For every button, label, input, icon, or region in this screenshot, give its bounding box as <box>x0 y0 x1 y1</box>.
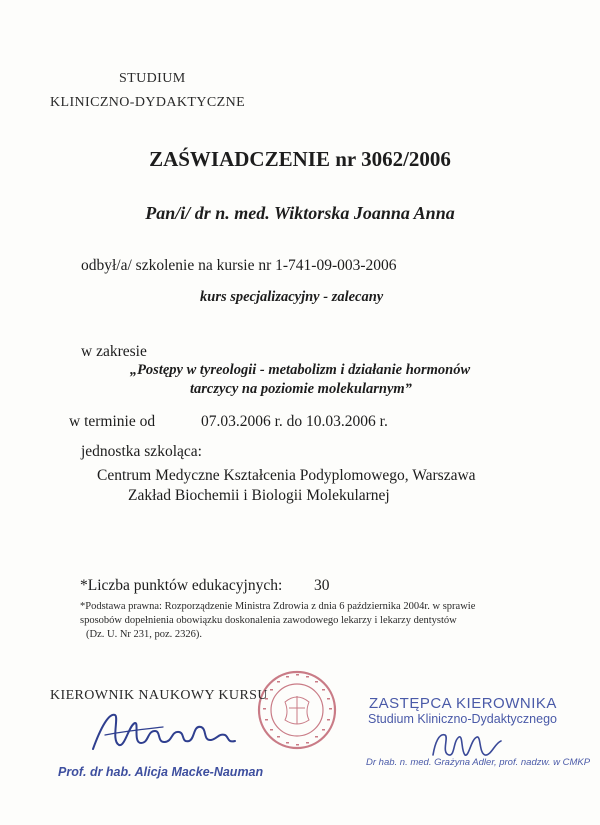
unit-label: jednostka szkoląca: <box>81 443 202 460</box>
left-signature-role: KIEROWNIK NAUKOWY KURSU <box>50 688 268 703</box>
stamp-subtitle: Studium Kliniczno-Dydaktycznego <box>368 712 557 726</box>
left-signature-name: Prof. dr hab. Alicja Macke-Nauman <box>58 765 264 779</box>
points-value: 30 <box>314 577 330 594</box>
stamp-title: ZASTĘPCA KIEROWNIKA <box>369 695 557 712</box>
course-type: kurs specjalizacyjny - zalecany <box>200 289 384 305</box>
scope-line-1: „Postępy w tyreologii - metabolizm i działanie hormonów <box>129 362 471 378</box>
training-text: odbył/a/ szkolenie na kursie nr 1-741-09-003-2006 <box>81 257 397 274</box>
scope-label: w zakresie <box>81 343 147 360</box>
unit-line-2: Zakład Biochemii i Biologii Molekularnej <box>128 487 390 504</box>
certificate-title: ZAŚWIADCZENIE nr 3062/2006 <box>149 147 451 171</box>
red-seal-icon <box>255 668 340 753</box>
dates-label: w terminie od <box>69 413 156 430</box>
left-signature-icon <box>85 705 245 760</box>
scope-line-2: tarczycy na poziomie molekularnym” <box>190 381 412 397</box>
footnote-line-3: (Dz. U. Nr 231, poz. 2326). <box>86 629 203 640</box>
stamp-name: Dr hab. n. med. Grażyna Adler, prof. nadzw. w CMKP <box>366 757 591 768</box>
dates-value: 07.03.2006 r. do 10.03.2006 r. <box>201 413 388 430</box>
footnote-line-2: sposobów dopełnienia obowiązku doskonalenia zawodowego lekarzy i lekarzy dentystów <box>80 615 457 626</box>
footnote-line-1: *Podstawa prawna: Rozporządzenie Ministra Zdrowia z dnia 6 października 2004r. w sprawie <box>80 601 476 612</box>
institution-line-2: KLINICZNO-DYDAKTYCZNE <box>50 95 246 110</box>
institution-line-1: STUDIUM <box>119 71 186 86</box>
recipient-name: Pan/i/ dr n. med. Wiktorska Joanna Anna <box>145 203 455 223</box>
unit-line-1: Centrum Medyczne Kształcenia Podyplomowego, Warszawa <box>97 467 476 484</box>
points-label: *Liczba punktów edukacyjnych: <box>80 577 283 594</box>
